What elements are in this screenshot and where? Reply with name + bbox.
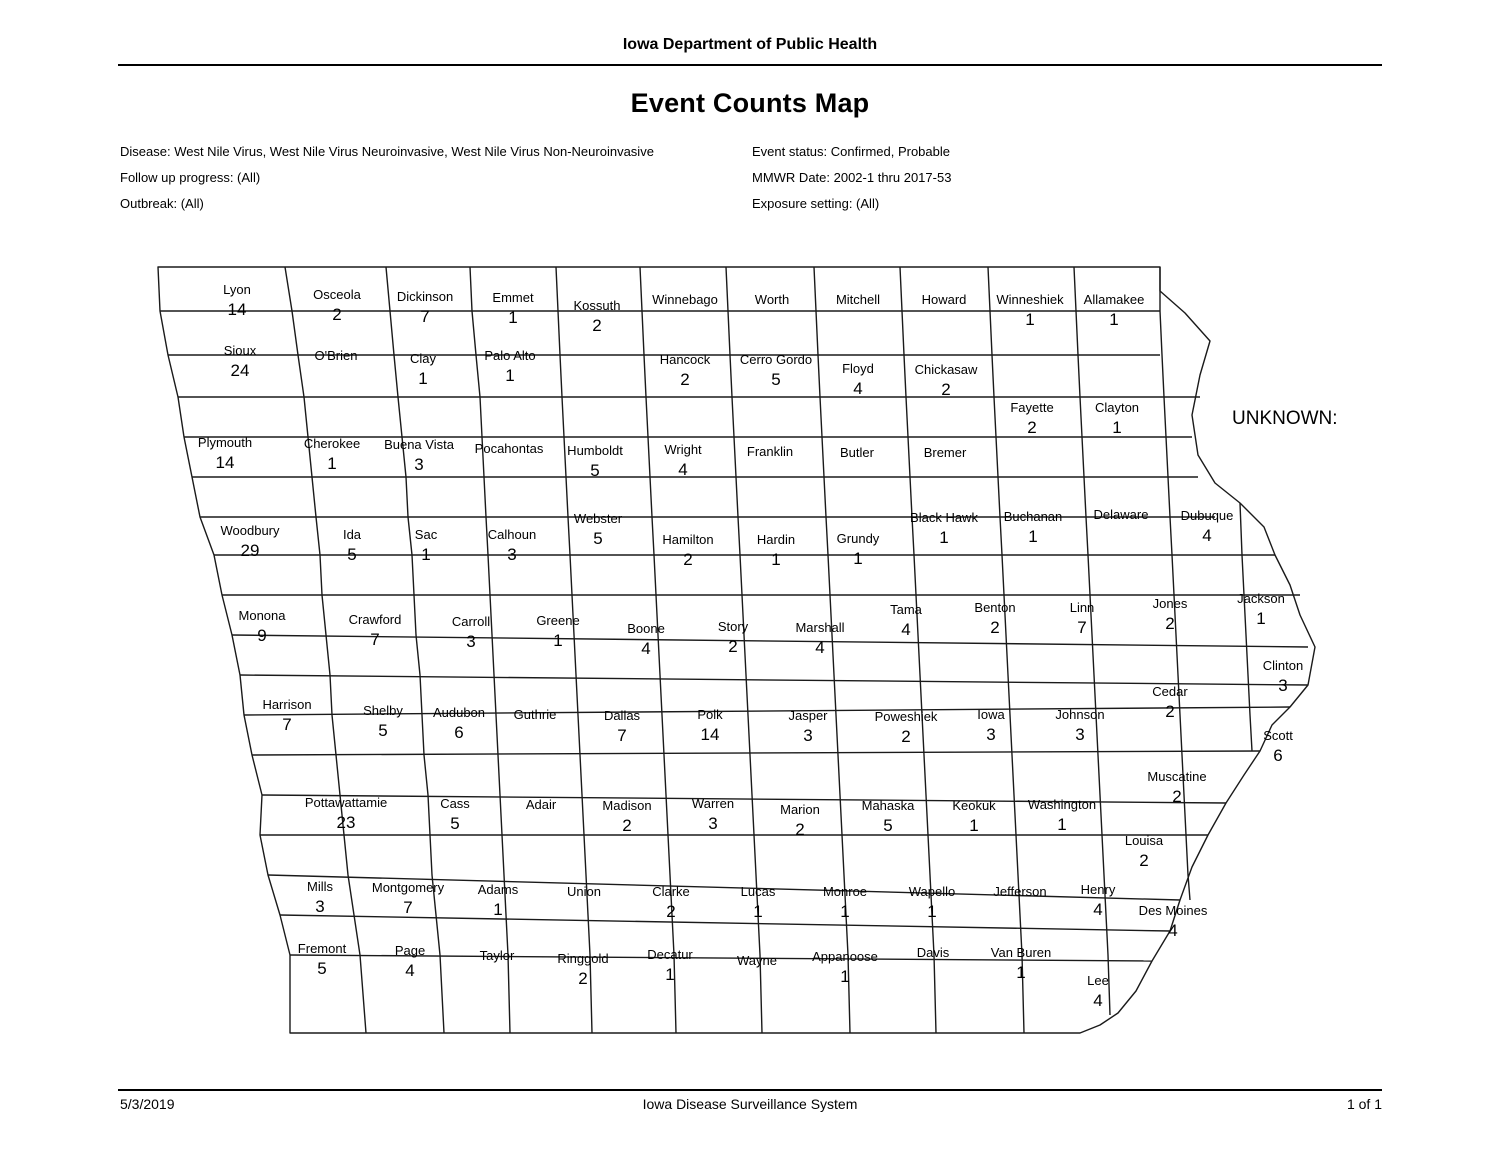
county-chickasaw [915,362,978,401]
county-delaware [1094,507,1149,524]
county-pottawattamie [305,795,387,834]
county-count: 7 [420,307,430,326]
county-name: Plymouth [197,435,253,450]
county-woodbury [220,523,279,562]
county-adams [478,882,518,921]
county-name: Adair [525,797,557,812]
county-count: 5 [883,816,893,835]
county-name: Scott [1263,728,1293,743]
county-worth [755,292,789,309]
county-name: Page [394,943,426,958]
unknown-count-label: UNKNOWN: [1232,408,1338,429]
county-henry [1081,882,1116,921]
county-count: 4 [678,460,688,479]
county-count: 3 [507,545,517,564]
county-fremont [298,941,346,980]
county-name: Henry [1080,882,1116,897]
county-allamakee [1084,292,1145,331]
county-bremer [924,445,967,462]
county-name: Washington [1027,797,1097,812]
county-count: 1 [853,549,863,568]
county-count: 5 [347,545,357,564]
county-count: 3 [466,632,476,651]
county-count: 3 [1075,725,1085,744]
county-name: Lucas [740,884,776,899]
county-count: 7 [403,898,413,917]
county-montgomery [372,880,444,919]
county-cherokee [304,436,360,475]
county-count: 7 [282,715,292,734]
county-name: Iowa [977,707,1005,722]
county-count: 1 [1109,310,1119,329]
county-name: Boone [627,621,665,636]
county-clarke [652,884,690,923]
county-polk [697,707,722,746]
county-count: 2 [592,316,602,335]
filters-right-column [752,139,951,217]
county-count: 14 [215,453,235,472]
county-name: Humboldt [567,443,623,458]
county-greene [536,613,579,652]
county-sac [415,527,437,566]
county-count: 5 [378,721,388,740]
county-count: 2 [666,902,676,921]
county-iowa [977,707,1004,746]
county-kossuth [574,298,621,337]
county-howard [922,292,967,309]
county-name: Clay [409,351,437,366]
county-name: Decatur [647,947,693,962]
iowa-county-map [140,255,1320,1055]
county-name: Hardin [756,532,796,547]
county-black-hawk [910,510,978,549]
county-count: 1 [421,545,431,564]
county-name: Davis [916,945,950,960]
county-name: Jones [1152,596,1188,611]
county-winnebago [652,292,718,309]
county-count: 3 [414,455,424,474]
county-name: Clarke [652,884,690,899]
county-cass [440,796,470,835]
county-count: 4 [641,639,651,658]
county-union [567,884,601,901]
county-name: Adams [477,882,519,897]
county-name: Marion [780,802,820,817]
county-count: 7 [617,726,627,745]
filter-disease: Disease: West Nile Virus, West Nile Virus Neuroinvasive, West Nile Virus Non-Neuroinvasive [120,144,654,159]
county-name: Muscatine [1147,769,1207,784]
county-count: 3 [708,814,718,833]
county-name: Grundy [836,531,880,546]
county-osceola [313,287,361,326]
filter-outbreak: Outbreak: (All) [120,196,204,211]
county-name: Osceola [313,287,361,302]
county-name: Linn [1069,600,1095,615]
county-count: 3 [315,897,325,916]
county-count: 7 [1077,618,1087,637]
county-count: 1 [969,816,979,835]
county-count: 5 [771,370,781,389]
county-jackson [1237,591,1285,630]
county-audubon [433,705,485,744]
county-name: Delaware [1093,507,1149,522]
county-count: 4 [1168,921,1178,940]
county-name: Lyon [223,282,251,297]
county-count: 1 [927,902,937,921]
county-mahaska [862,798,915,837]
county-name: Mills [307,879,333,894]
county-calhoun [488,527,536,566]
county-name: Winnebago [652,292,718,307]
county-name: Poweshiek [874,709,938,724]
county-jefferson [993,884,1046,901]
county-count: 2 [578,969,588,988]
county-name: Clinton [1262,658,1304,673]
county-name: Hancock [659,352,711,367]
county-count: 1 [553,631,563,650]
county-emmet [492,290,533,329]
county-harrison [262,697,311,736]
county-count: 2 [332,305,342,324]
county-name: Polk [697,707,723,722]
county-decatur [647,947,693,986]
county-lucas [741,884,776,923]
county-count: 3 [1278,676,1288,695]
county-mills [307,879,333,918]
county-name: Jackson [1237,591,1285,606]
county-webster [574,511,622,550]
county-dubuque [1181,508,1234,547]
county-name: Sac [414,527,438,542]
county-page [395,943,425,982]
county-shelby [363,703,403,742]
county-name: Hamilton [662,532,714,547]
county-name: Johnson [1055,707,1105,722]
county-ida [343,527,361,566]
county-count: 2 [622,816,632,835]
county-mitchell [836,292,880,309]
county-name: Monona [238,608,286,623]
county-name: Audubon [432,705,486,720]
county-count: 2 [1165,702,1175,721]
county-name: Floyd [842,361,874,376]
county-name: Fayette [1010,400,1054,415]
county-name: Union [567,884,601,899]
county-name: Butler [840,445,874,460]
county-butler [840,445,874,462]
filter-event-status: Event status: Confirmed, Probable [752,144,950,159]
county-johnson [1055,707,1104,746]
footer-page-number: 1 of 1 [1346,1096,1382,1112]
county-count: 4 [901,620,911,639]
county-benton [974,600,1015,639]
county-madison [602,798,651,837]
county-name: Lee [1087,973,1109,988]
county-hardin [757,532,795,571]
county-buena-vista [384,437,454,476]
filter-exposure-setting: Exposure setting: (All) [752,196,880,211]
county-count: 2 [901,727,911,746]
county-name: Dickinson [396,289,454,304]
county-name: Greene [536,613,580,628]
county-count: 14 [700,725,720,744]
county-count: 5 [590,461,600,480]
county-name: Jasper [788,708,828,723]
county-count: 3 [803,726,813,745]
county-marion [780,802,820,841]
county-count: 2 [941,380,951,399]
county-count: 14 [227,300,247,319]
county-dickinson [397,289,453,328]
county-buchanan [1004,509,1063,548]
county-count: 1 [771,550,781,569]
county-count: 6 [1273,746,1283,765]
county-count: 1 [665,965,675,984]
county-name: Marshall [795,620,845,635]
county-name: Cherokee [303,436,361,451]
county-count: 2 [795,820,805,839]
county-count: 2 [1027,418,1037,437]
county-name: Webster [573,511,623,526]
county-count: 1 [493,900,503,919]
county-count: 5 [450,814,460,833]
county-count: 5 [317,959,327,978]
county-count: 1 [1016,963,1026,982]
county-clay [410,351,436,390]
county-name: Worth [754,292,790,307]
county-obrien [315,348,358,365]
county-count: 1 [1028,527,1038,546]
county-warren [692,796,734,835]
county-name: Clayton [1094,400,1140,415]
county-clayton [1095,400,1139,439]
county-winneshiek [996,292,1063,331]
filter-mmwr-date: MMWR Date: 2002-1 thru 2017-53 [752,170,952,185]
county-count: 1 [505,366,515,385]
county-name: Taylor [479,948,515,963]
county-name: Warren [691,796,735,811]
county-adair [526,797,556,814]
organization-title: Iowa Department of Public Health [622,36,878,53]
county-monona [239,608,286,647]
county-name: Wayne [737,953,777,968]
county-name: Dallas [603,708,641,723]
county-name: Mitchell [835,292,881,307]
county-count: 23 [336,813,356,832]
county-name: Van Buren [990,945,1052,960]
county-wayne [737,953,777,970]
county-name: Tama [890,602,922,617]
county-carroll [452,614,490,653]
county-name: Allamakee [1083,292,1145,307]
county-boone [627,621,665,660]
county-name: Dubuque [1180,508,1234,523]
county-name: O'Brien [314,348,358,363]
county-count: 1 [327,454,337,473]
county-name: Monroe [822,884,868,899]
county-name: Pocahontas [474,441,544,456]
county-name: Harrison [262,697,312,712]
county-count: 4 [405,961,415,980]
county-name: Cass [440,796,470,811]
county-name: Crawford [348,612,402,627]
county-fayette [1010,400,1053,439]
county-wapello [909,884,955,923]
county-name: Keokuk [952,798,996,813]
county-franklin [747,444,793,461]
county-count: 3 [986,725,996,744]
county-count: 7 [370,630,380,649]
county-count: 4 [1093,991,1103,1010]
county-count: 2 [1172,787,1182,806]
county-name: Shelby [363,703,403,718]
county-name: Buchanan [1003,509,1063,524]
county-dallas [604,708,640,747]
county-name: Sioux [223,343,257,358]
county-count: 24 [230,361,250,380]
county-name: Benton [974,600,1016,615]
footer-system-name: Iowa Disease Surveillance System [642,1096,858,1112]
county-hamilton [662,532,713,571]
county-scott [1263,728,1293,767]
county-count: 1 [753,902,763,921]
county-name: Howard [921,292,967,307]
county-name: Buena Vista [384,437,454,452]
county-name: Emmet [492,290,534,305]
county-wright [664,442,701,481]
county-monroe [823,884,867,923]
county-count: 4 [1093,900,1103,919]
county-tama [890,602,922,641]
county-name: Mahaska [861,798,915,813]
county-name: Wright [664,442,702,457]
county-count: 1 [1057,815,1067,834]
county-count: 1 [840,967,850,986]
county-count: 1 [1112,418,1122,437]
county-washington [1028,797,1096,836]
county-name: Bremer [923,445,967,460]
county-name: Woodbury [220,523,280,538]
county-taylor [480,948,515,965]
county-count: 1 [1025,310,1035,329]
county-louisa [1125,833,1163,872]
county-name: Jefferson [993,884,1047,899]
county-davis [917,945,950,962]
county-count: 2 [680,370,690,389]
county-name: Calhoun [487,527,537,542]
county-count: 1 [1256,609,1266,628]
county-van-buren [991,945,1051,984]
county-guthrie [514,707,557,724]
county-clinton [1263,658,1303,697]
county-count: 2 [1165,614,1175,633]
county-count: 5 [593,529,603,548]
county-name: Appanoose [812,949,878,964]
footer-date: 5/3/2019 [120,1096,175,1112]
county-count: 2 [683,550,693,569]
header-divider [118,64,1382,66]
county-jasper [788,708,827,747]
county-name: Des Moines [1138,903,1208,918]
county-count: 2 [728,637,738,656]
county-marshall [795,620,844,659]
county-name: Ringgold [557,951,609,966]
county-name: Cerro Gordo [739,352,813,367]
county-name: Guthrie [513,707,557,722]
county-count: 2 [1139,851,1149,870]
county-count: 4 [1202,526,1212,545]
county-name: Fremont [297,941,347,956]
county-count: 4 [815,638,825,657]
county-cedar [1152,684,1187,723]
county-palo-alto [484,348,535,387]
filters-left-column [120,139,654,217]
county-name: Black Hawk [910,510,978,525]
county-count: 1 [840,902,850,921]
county-name: Carroll [451,614,491,629]
county-plymouth [198,435,252,474]
county-count: 29 [240,541,260,560]
footer-divider [118,1089,1382,1091]
county-name: Montgomery [371,880,445,895]
county-name: Chickasaw [914,362,978,377]
county-count: 9 [257,626,267,645]
county-floyd [842,361,874,400]
county-hancock [660,352,711,391]
county-name: Cedar [1152,684,1188,699]
county-pocahontas [475,441,544,458]
county-name: Ida [342,527,362,542]
county-jones [1153,596,1188,635]
county-name: Story [717,619,749,634]
county-count: 6 [454,723,464,742]
page-title: Event Counts Map [630,88,870,118]
county-name: Madison [602,798,652,813]
county-linn [1070,600,1095,639]
county-grundy [837,531,880,570]
county-des-moines [1139,903,1208,942]
county-name: Palo Alto [484,348,536,363]
county-count: 2 [990,618,1000,637]
county-poweshiek [875,709,938,748]
county-name: Kossuth [573,298,621,313]
county-lyon [223,282,251,321]
county-lee [1087,973,1109,1012]
county-name: Winneshiek [996,292,1064,307]
county-appanoose [812,949,878,988]
county-keokuk [952,798,995,837]
filter-followup-progress: Follow up progress: (All) [120,170,261,185]
county-name: Louisa [1124,833,1164,848]
county-muscatine [1147,769,1206,808]
county-story [718,619,748,658]
county-cerro-gordo [740,352,812,391]
county-count: 1 [939,528,949,547]
county-ringgold [557,951,608,990]
county-crawford [349,612,402,651]
county-sioux [224,343,257,382]
county-name: Pottawattamie [304,795,388,810]
county-name: Wapello [908,884,956,899]
county-humboldt [567,443,623,482]
county-count: 1 [418,369,428,388]
county-count: 1 [508,308,518,327]
county-count: 4 [853,379,863,398]
county-name: Franklin [746,444,794,459]
